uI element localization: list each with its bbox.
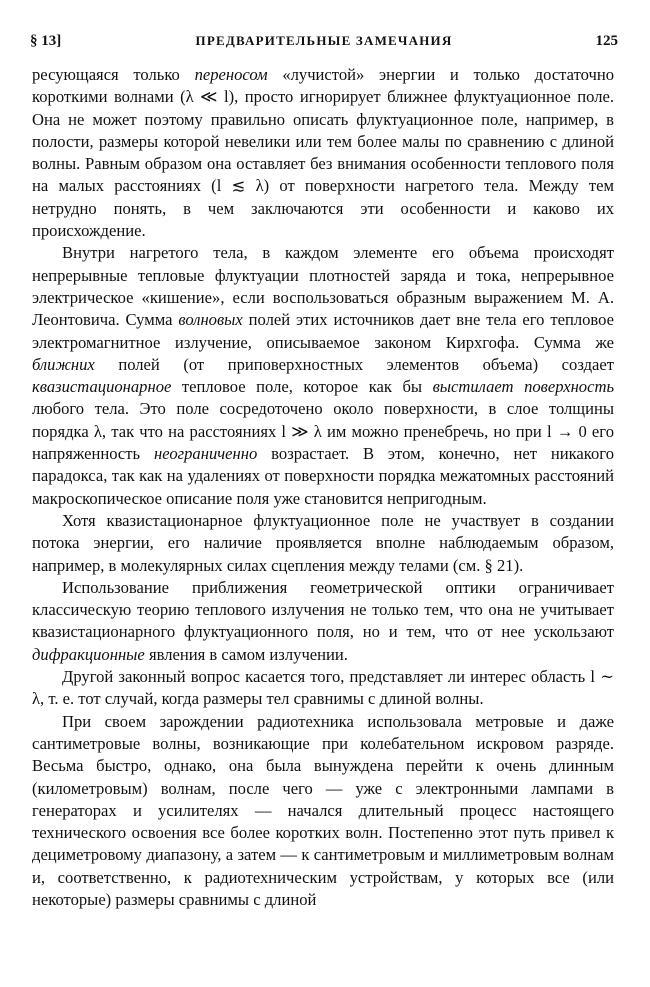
text-run: Внутри нагретого тела, в каждом элементе его объема происходят непрерывные тепловые флуктуации плотностей заряда и тока, непрерывное электрическое «кишение», если воспользоваться образным выражением М. А. Леонтовича. Сумма: [32, 243, 614, 330]
italic-emphasis: волновых: [178, 310, 243, 330]
text-run: Использование приближения геометрической оптики ограничивает классическую теорию теплового излучения не только тем, что она не учитывает квазистационарного флуктуационного поля, но и тем, что от нее ускользают: [32, 577, 614, 642]
running-title: ПРЕДВАРИТЕЛЬНЫЕ ЗАМЕЧАНИЯ: [195, 33, 453, 48]
text-run: Хотя квазистационарное флуктуационное поле не участвует в создании потока энергии, его наличие проявляется вполне наблюдаемым образом, например, в молекулярных силах сцепления между телами (см. § 21).: [32, 510, 614, 575]
text-run: Другой законный вопрос касается того, представляет ли интерес область l ∼ λ, т. е. тот случай, когда размеры тел сравнимы с длиной волны.: [32, 667, 614, 709]
text-run: При своем зарождении радиотехника использовала метровые и даже сантиметровые волны, возникающие при колебательном искровом разряде. Весьма быстро, однако, она была вынуждена перейти к очень длинным (километровым) волнам, после чего — уже с электронными лампами в генераторах и усилителях — начался длительный процесс настоящего технического освоения все более коротких волн. Постепенно этот путь привел к дециметровому диапазону, а затем — к сантиметровым и миллиметровым волнам и, соответственно, к радиотехническим устройствам, у которых все (или некоторые) размеры сравнимы с длиной: [32, 711, 614, 909]
paragraph-geometric-optics: [32, 577, 614, 666]
page-number: 125: [595, 33, 618, 49]
body-text: [32, 64, 614, 911]
text-run: возрастает. В этом, конечно, нет никакого парадокса, так как на удалениях от поверхности порядка межатомных расстояний макроскопическое описание поля уже становится непригодным.: [32, 444, 614, 508]
text-run: полей (от приповерхностных элементов объема) создает: [94, 354, 614, 374]
italic-emphasis: переносом: [194, 65, 268, 84]
section-reference: § 13]: [30, 33, 62, 49]
text-run: тепловое поле, которое как бы: [171, 377, 433, 397]
text-run: любого тела. Это поле сосредоточено около поверхности, в слое толщины порядка λ, так что на расстояниях l ≫ λ им можно пренебречь, но при l → 0 его напряженность: [32, 399, 614, 464]
italic-emphasis: неограниченно: [153, 444, 258, 464]
italic-emphasis: квазистационарное: [32, 377, 172, 397]
page-header: [30, 30, 618, 52]
text-run: явления в самом излучении.: [144, 644, 348, 664]
paragraph-heated-body: [32, 242, 614, 510]
paragraph-legit-question: [32, 666, 614, 711]
italic-emphasis: ближних: [32, 354, 95, 374]
text-run: полей этих источников дает вне тела его тепловое электромагнитное излучение, описываемое законом Кирхгофа. Сумма же: [32, 310, 614, 352]
paragraph-continuation: [32, 64, 614, 242]
text-run: «лучистой» энергии и только достаточно короткими волнами (λ ≪ l), просто игнорирует ближнее флуктуационное поле. Она не может поэтому правильно описать флуктуационное поле, например, в полости, размеры которой невелики или тем более малы по сравнению с длиной волны. Равным образом она оставляет без внимания особенности теплового поля на малых расстояниях (l ≲ λ) от поверхности нагретого тела. Между тем нетрудно понять, в чем заключаются эти особенности и каково их происхождение.: [32, 65, 614, 241]
text-run: ресующаяся только: [32, 65, 195, 84]
paragraph-quasistationary: [32, 510, 614, 577]
italic-emphasis: дифракционные: [32, 644, 145, 664]
italic-emphasis: выстилает поверхность: [432, 377, 614, 397]
paragraph-radio-history: [32, 711, 614, 912]
